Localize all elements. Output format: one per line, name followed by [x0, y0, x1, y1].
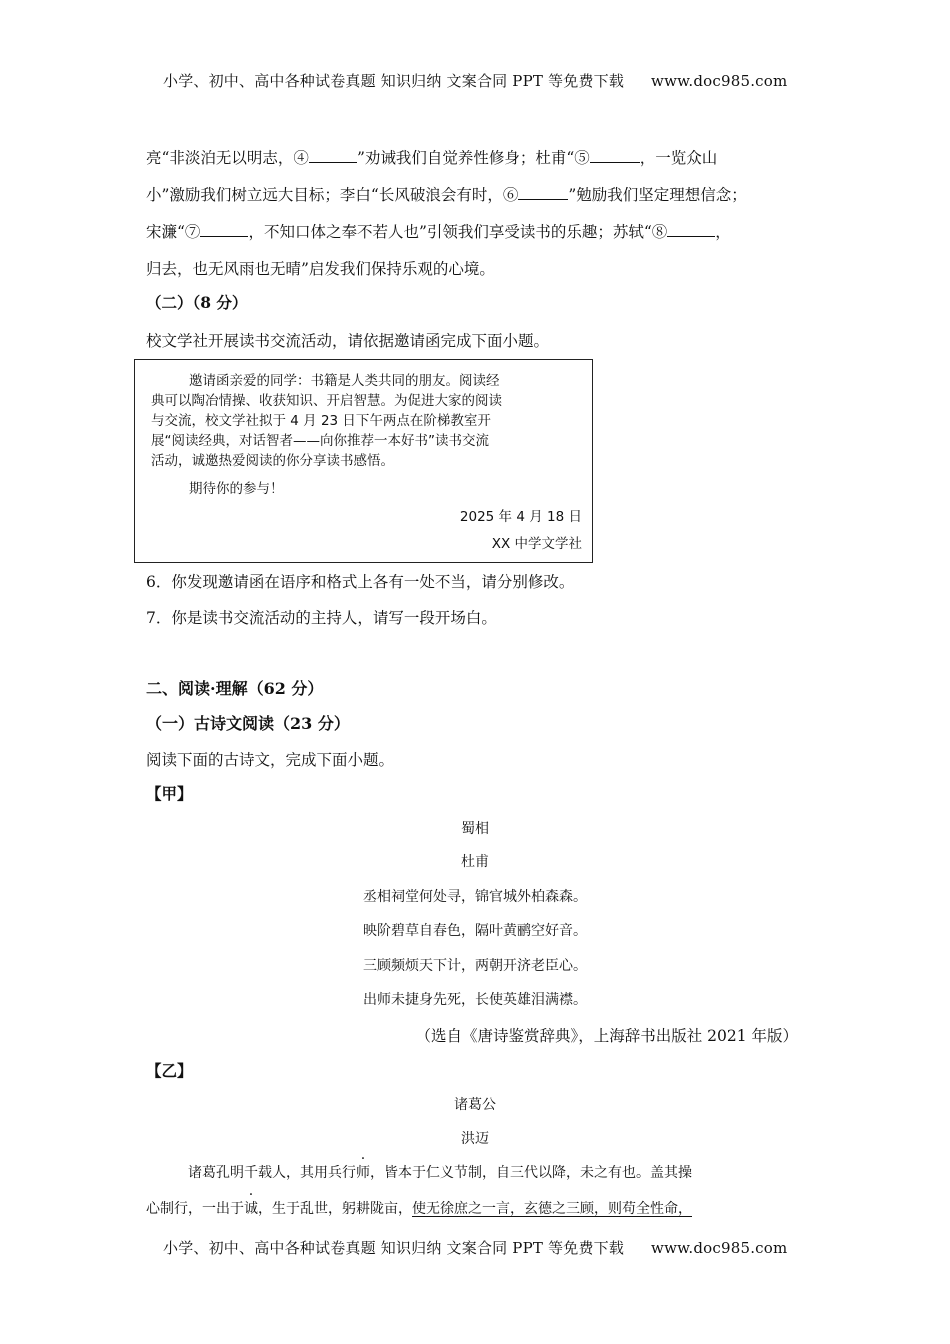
question-6: 6．你发现邀请函在语序和格式上各有一处不当，请分别修改。 — [146, 573, 575, 591]
blank-5 — [590, 148, 640, 163]
fill-in-line-4: 归去，也无风雨也无晴”启发我们保持乐观的心境。 — [146, 260, 495, 278]
invitation-box — [134, 359, 593, 563]
invitation-line: 与交流，校文学社拟于 4 月 23 日下午两点在阶梯教室开 — [151, 413, 491, 429]
poem-line: 映阶碧草自春色，隔叶黄鹂空好音。 — [363, 923, 587, 939]
invitation-signature: XX 中学文学社 — [491, 536, 582, 552]
label-jia: 【甲】 — [146, 784, 193, 803]
underlined-sentence: 使无徐庶之一言，玄德之三顾，则苟全性命， — [412, 1201, 692, 1217]
dotted-char: 师 — [356, 1165, 370, 1181]
label-yi: 【乙】 — [146, 1061, 193, 1080]
blank-4 — [309, 148, 357, 163]
invitation-line: 活动，诚邀热爱阅读的你分享读书感悟。 — [151, 453, 394, 469]
poem-title: 蜀相 — [461, 821, 489, 837]
part2-intro: 校文学社开展读书交流活动，请依据邀请函完成下面小题。 — [146, 332, 550, 350]
footer-site: www.doc985.com — [651, 1239, 788, 1257]
prose-line-1: 诸葛孔明千载人，其用兵行师，皆本于仁义节制，自三代以降，未之有也。盖其操 — [188, 1165, 692, 1181]
question-7: 7．你是读书交流活动的主持人，请写一段开场白。 — [146, 609, 497, 627]
poem-line: 三顾频烦天下计，两朝开济老臣心。 — [363, 958, 587, 974]
page-footer — [163, 1237, 787, 1258]
invitation-closing: 期待你的参与！ — [189, 481, 284, 497]
page-header — [163, 70, 787, 91]
invitation-line: 邀请函亲爱的同学：书籍是人类共同的朋友。阅读经 — [189, 373, 500, 389]
header-text: 小学、初中、高中各种试卷真题 知识归纳 文案合同 PPT 等免费下载 — [163, 72, 625, 90]
poem-line: 出师未捷身先死，长使英雄泪满襟。 — [363, 992, 587, 1008]
prose-author: 洪迈 — [461, 1131, 489, 1147]
fill-in-line-3: 宋濂“⑦ ，不知口体之奉不若人也”引领我们享受读书的乐趣；苏轼“⑧ ， — [146, 223, 731, 241]
blank-6 — [518, 185, 568, 200]
blank-7 — [200, 222, 248, 237]
section2-title: 二、阅读·理解（62 分） — [146, 679, 324, 698]
invitation-date: 2025 年 4 月 18 日 — [459, 509, 582, 525]
blank-8 — [667, 222, 715, 237]
fill-in-line-1: 亮“非淡泊无以明志，④ ”劝诫我们自觉养性修身；杜甫“⑤ ，一览众山 — [146, 149, 718, 167]
fill-in-line-2: 小”激励我们树立远大目标；李白“长风破浪会有时，⑥ ”勉励我们坚定理想信念； — [146, 186, 747, 204]
poem-source: （选自《唐诗鉴赏辞典》，上海辞书出版社 2021 年版） — [415, 1027, 798, 1045]
prose-title: 诸葛公 — [454, 1097, 496, 1113]
invitation-line: 展“阅读经典，对话智者——向你推荐一本好书”读书交流 — [151, 433, 489, 449]
footer-text: 小学、初中、高中各种试卷真题 知识归纳 文案合同 PPT 等免费下载 — [163, 1239, 625, 1257]
poem-line: 丞相祠堂何处寻，锦官城外柏森森。 — [363, 889, 587, 905]
dotted-char: 诚 — [244, 1201, 258, 1217]
invitation-line: 典可以陶冶情操、收获知识、开启智慧。为促进大家的阅读 — [151, 393, 502, 409]
poem-author: 杜甫 — [461, 854, 489, 870]
header-site: www.doc985.com — [651, 72, 788, 90]
part2-title: （二）（8 分） — [146, 293, 248, 312]
section2-sub1: （一）古诗文阅读（23 分） — [146, 714, 350, 733]
prose-line-2: 心制行，一出于诚，生于乱世，躬耕陇亩，使无徐庶之一言，玄德之三顾，则苟全性命， — [146, 1201, 692, 1217]
section2-intro: 阅读下面的古诗文，完成下面小题。 — [146, 751, 395, 769]
